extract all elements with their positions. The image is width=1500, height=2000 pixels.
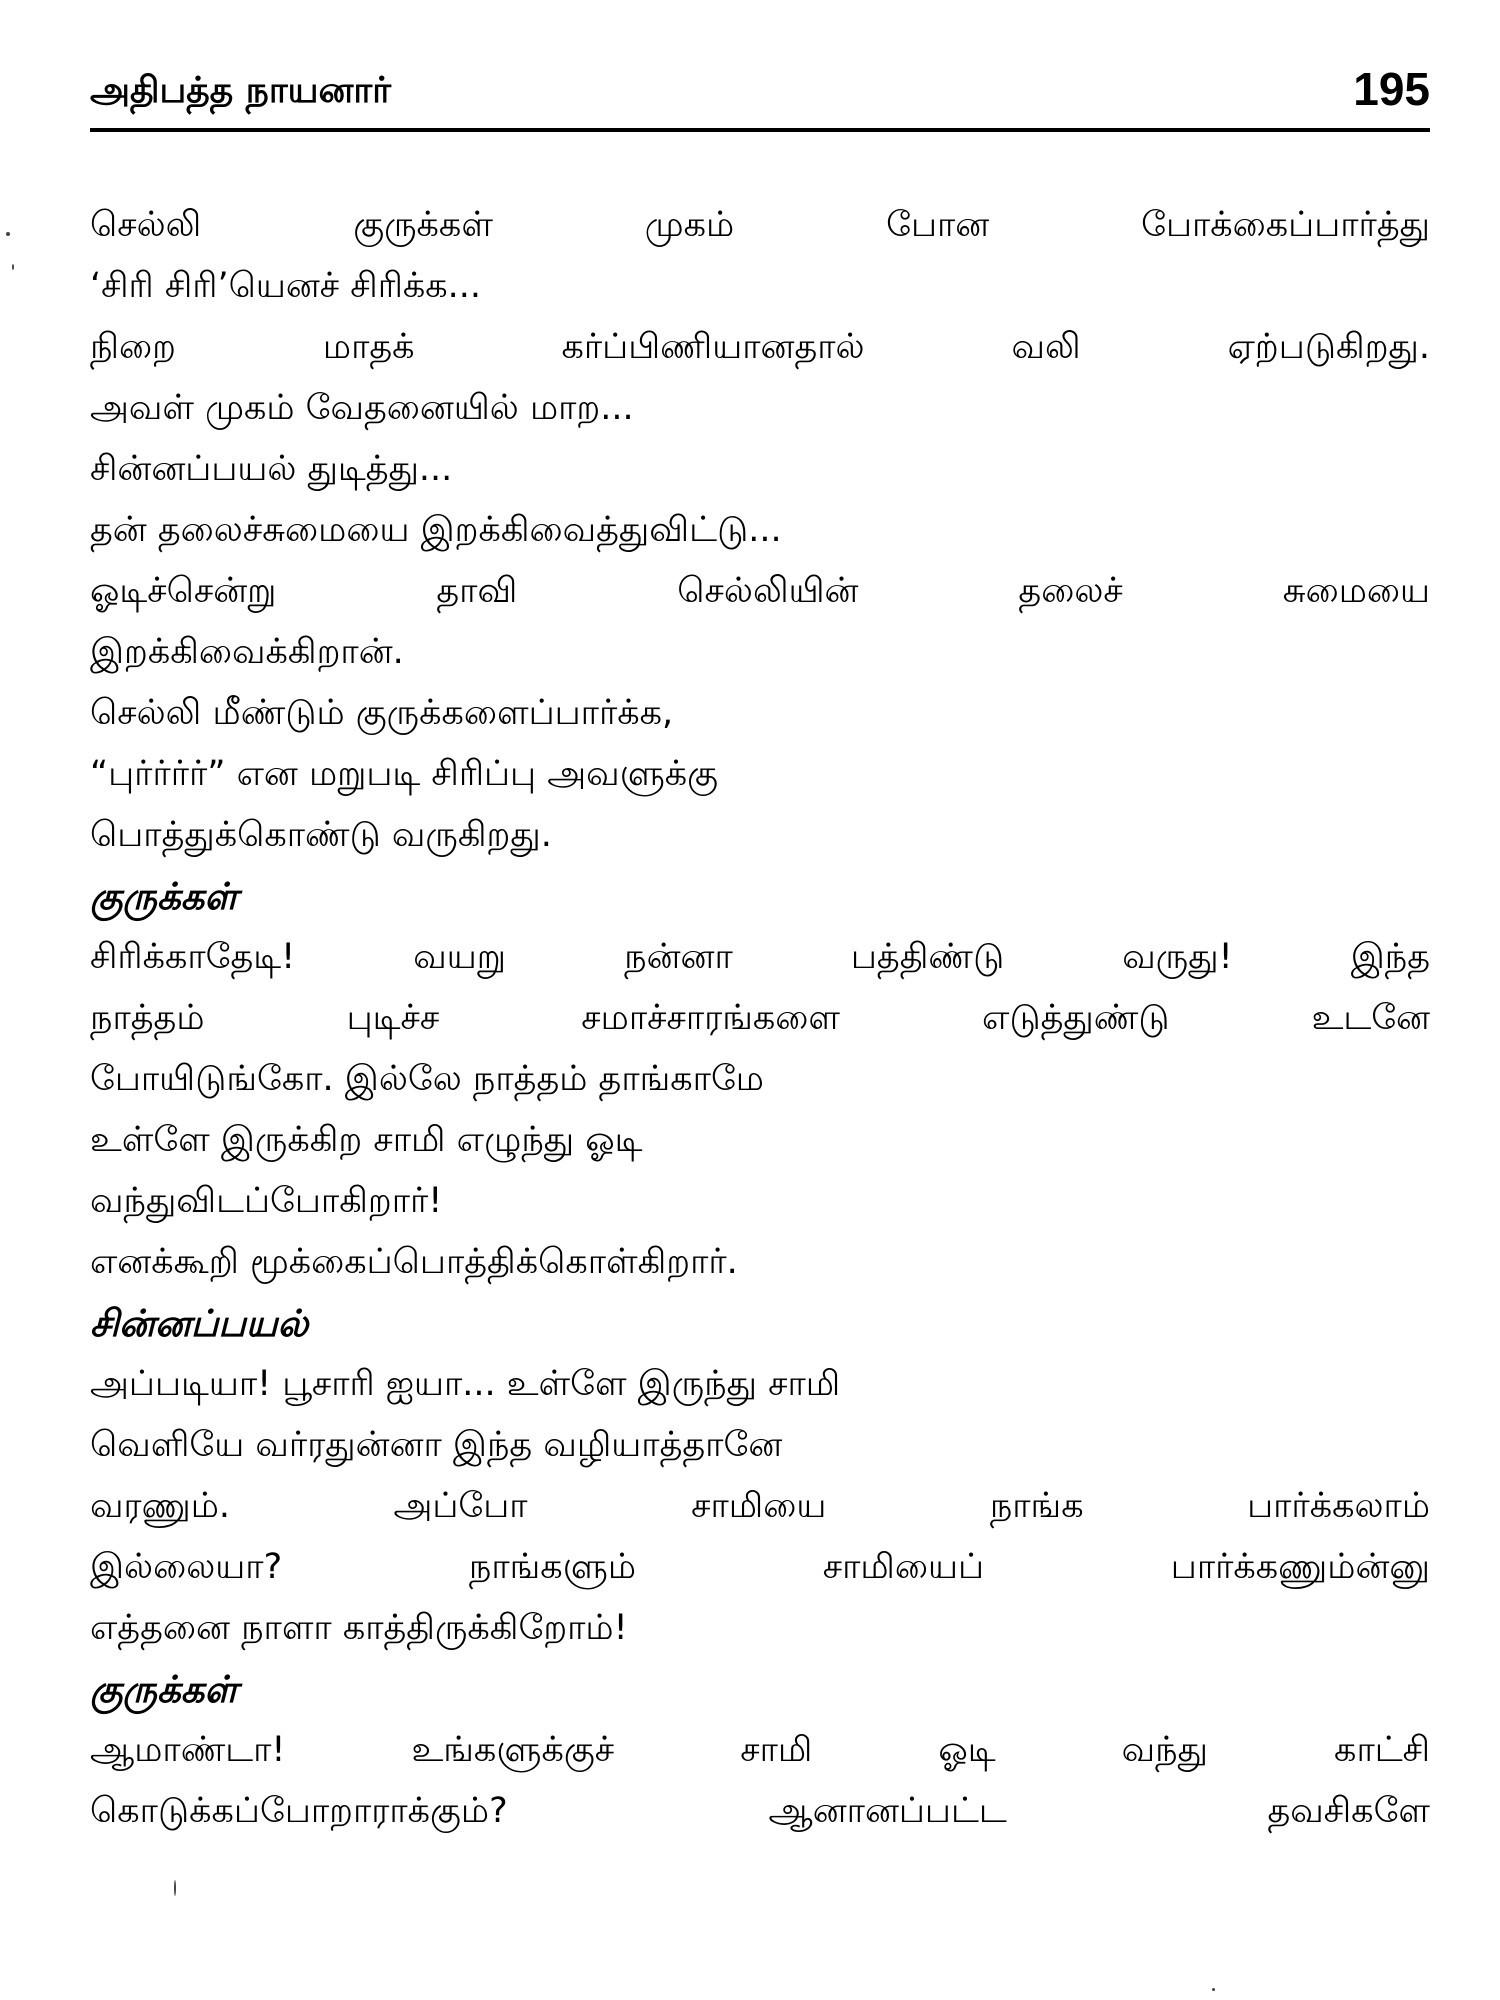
speaker-name: சின்னப்பயல் [90, 1302, 309, 1345]
text-line: வரணும். அப்போ சாமியை நாங்க பார்க்கலாம் [90, 1486, 1430, 1526]
text-line: இல்லையா? நாங்களும் சாமியைப் பார்க்கணும்ன்னு [90, 1547, 1430, 1587]
text-line: தன் தலைச்சுமையை இறக்கிவைத்துவிட்டு... [90, 510, 782, 550]
text-line: எத்தனை நாளா காத்திருக்கிறோம்! [90, 1608, 628, 1648]
text-line: நிறை மாதக் கர்ப்பிணியானதால் வலி ஏற்படுகிறது. [90, 327, 1430, 367]
text-line: வந்துவிடப்போகிறார்! [90, 1181, 443, 1221]
text-line: அவள் முகம் வேதனையில் மாற... [90, 388, 634, 428]
running-title: அதிபத்த நாயனார் [90, 70, 392, 111]
speaker-name: குருக்கள் [90, 875, 238, 918]
text-line: ஆமாண்டா! உங்களுக்குச் சாமி ஓடி வந்து காட்சி [90, 1730, 1430, 1770]
text-line: ‘சிரி சிரி’யெனச் சிரிக்க... [90, 266, 482, 306]
text-line: ஓடிச்சென்று தாவி செல்லியின் தலைச் சுமையை [90, 571, 1430, 611]
scan-speck [6, 232, 10, 236]
text-line: சின்னப்பயல் துடித்து... [90, 449, 453, 489]
scan-speck [174, 1880, 176, 1896]
text-line: நாத்தம் புடிச்ச சமாச்சாரங்களை எடுத்துண்டு உடனே [90, 998, 1430, 1038]
text-line: சிரிக்காதேடி! வயறு நன்னா பத்திண்டு வருது! இந்த [90, 937, 1430, 977]
text-line: செல்லி மீண்டும் குருக்களைப்பார்க்க, [90, 693, 674, 733]
text-line: இறக்கிவைக்கிறான். [90, 632, 404, 672]
text-line: வெளியே வர்ரதுன்னா இந்த வழியாத்தானே [90, 1425, 783, 1465]
text-line: கொடுக்கப்போறாராக்கும்? ஆனானப்பட்ட தவசிகளே [90, 1791, 1430, 1831]
text-line: உள்ளே இருக்கிற சாமி எழுந்து ஓடி [90, 1120, 643, 1160]
running-head [90, 62, 1430, 124]
page-number: 195 [1353, 63, 1430, 115]
scan-speck [12, 264, 14, 270]
text-line: எனக்கூறி மூக்கைப்பொத்திக்கொள்கிறார். [90, 1242, 738, 1282]
text-line: போயிடுங்கோ. இல்லே நாத்தம் தாங்காமே [90, 1059, 764, 1099]
text-line: “புர்ர்ர்ர்” என மறுபடி சிரிப்பு அவளுக்கு [90, 754, 719, 794]
header-rule [90, 128, 1430, 132]
body-text [90, 195, 1430, 1842]
text-line: அப்படியா! பூசாரி ஐயா... உள்ளே இருந்து சாமி [90, 1364, 841, 1404]
speaker-name: குருக்கள் [90, 1668, 238, 1711]
text-line: பொத்துக்கொண்டு வருகிறது. [90, 815, 552, 855]
scan-speck [1212, 1988, 1215, 1991]
text-line: செல்லி குருக்கள் முகம் போன போக்கைப்பார்த்து [90, 205, 1430, 245]
